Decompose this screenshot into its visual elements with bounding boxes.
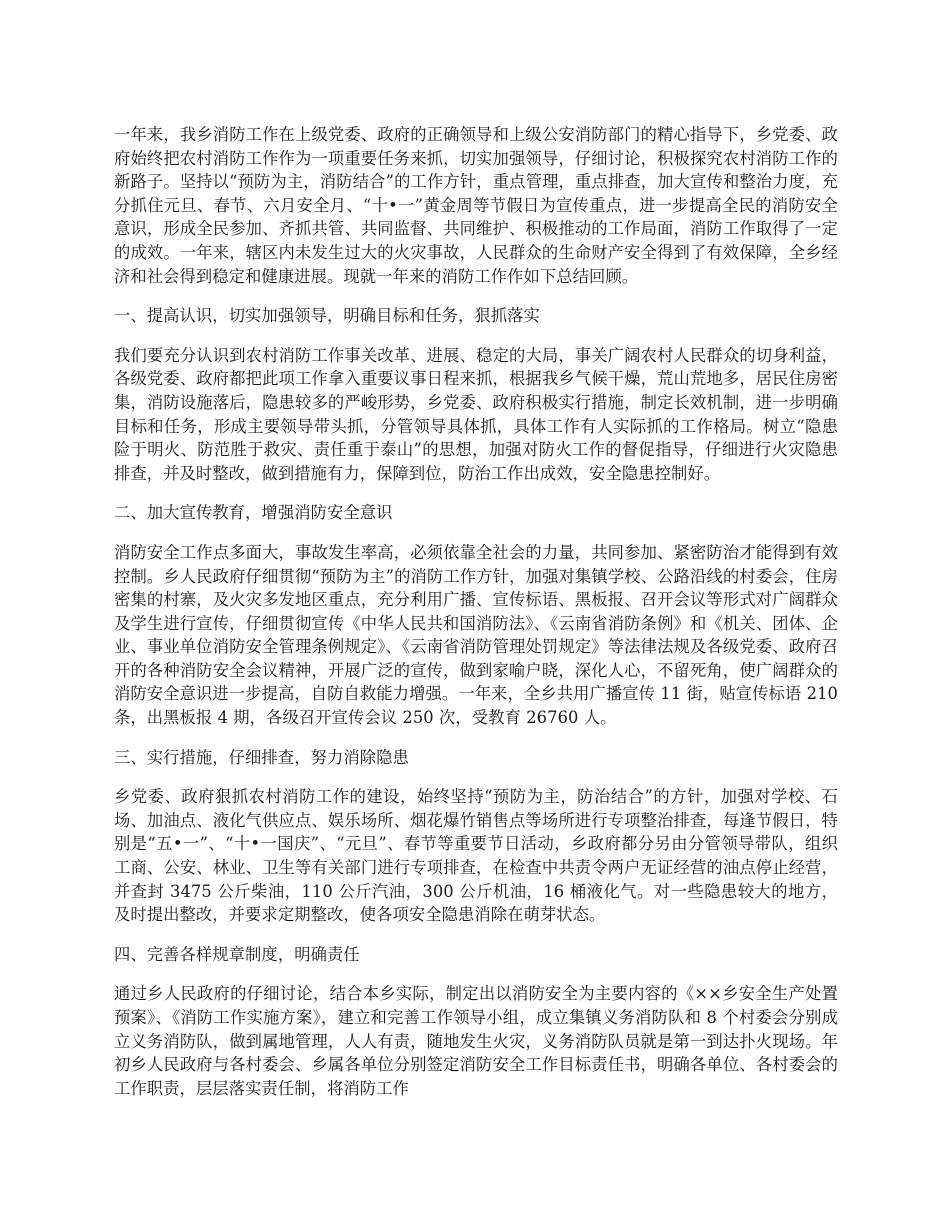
section-heading-3: 三、实行措施，仔细排查，努力消除隐患 — [114, 747, 409, 767]
spacer — [114, 966, 838, 982]
spacer — [114, 328, 838, 344]
section-body-4: 通过乡人民政府的仔细讨论，结合本乡实际，制定出以消防安全为主要内容的《××乡安全生产处置预案》、《消防工作实施方案》，建立和完善工作领导小组，成立集镇义务消防队和 8 个村委会分别成立义务消防队，做到属地管理，人人有责，随地发生火灾，义务消防队员就是第一到达扑火现场。年初乡人民政府与各村委会、乡属各单位分别签定消防安全工作目标责任书，明确各单位、各村委会的工作职责，层层落实责任制，将消防工作 — [114, 984, 838, 1098]
spacer — [114, 730, 838, 746]
spacer — [114, 288, 838, 304]
document-page — [114, 123, 838, 1100]
spacer — [114, 769, 838, 785]
intro-paragraph: 一年来，我乡消防工作在上级党委、政府的正确领导和上级公安消防部门的精心指导下，乡党委、政府始终把农村消防工作作为一项重要任务来抓，切实加强领导，仔细讨论，积极探究农村消防工作的新路子。坚持以“预防为主，消防结合”的工作方针，重点管理，重点排查，加大宣传和整治力度，充分抓住元旦、春节、六月安全月、“十•一”黄金周等节假日为宣传重点，进一步提高全民的消防安全意识，形成全民参加、齐抓共管、共同监督、共同维护、积极推动的工作局面，消防工作取得了一定的成效。一年来，辖区内未发生过大的火灾事故，人民群众的生命财产安全得到了有效保障，全乡经济和社会得到稳定和健康进展。现就一年来的消防工作作如下总结回顾。 — [114, 125, 838, 286]
spacer — [114, 485, 838, 501]
spacer — [114, 927, 838, 943]
section-body-2: 消防安全工作点多面大，事故发生率高，必须依靠全社会的力量，共同参加、紧密防治才能得到有效控制。乡人民政府仔细贯彻“预防为主”的消防工作方针，加强对集镇学校、公路沿线的村委会，住房密集的村寨，及火灾多发地区重点，充分利用广播、宣传标语、黑板报、召开会议等形式对广阔群众及学生进行宣传，仔细贯彻宣传《中华人民共和国消防法》、《云南省消防条例》和《机关、团体、企业、事业单位消防安全管理条例规定》、《云南省消防管理处罚规定》等法律法规及各级党委、政府召开的各种消防安全会议精神，开展广泛的宣传，做到家喻户晓，深化人心，不留死角，使广阔群众的消防安全意识进一步提高，自防自救能力增强。一年来，全乡共用广播宣传 11 街，贴宣传标语 210 条，出黑板报 4 期，各级召开宣传会议 250 次，受教育 26760 人。 — [114, 542, 838, 728]
section-heading-4: 四、完善各样规章制度，明确责任 — [114, 944, 360, 964]
section-heading-1: 一、提高认识，切实加强领导，明确目标和任务，狠抓落实 — [114, 306, 540, 326]
spacer — [114, 525, 838, 541]
section-heading-2: 二、加大宣传教育，增强消防安全意识 — [114, 503, 393, 523]
section-body-3: 乡党委、政府狠抓农村消防工作的建设，始终坚持“预防为主，防治结合”的方针，加强对学校、石场、加油点、液化气供应点、娱乐场所、烟花爆竹销售点等场所进行专项整治排查，每逢节假日，特别是“五•一”、“十•一国庆”、“元旦”、春节等重要节日活动，乡政府都分另由分管领导带队，组织工商、公安、林业、卫生等有关部门进行专项排查，在检查中共责令两户无证经营的油点停止经营，并查封 3475 公斤柴油，110 公斤汽油，300 公斤机油，16 桶液化气。对一些隐患较大的地方，及时提出整改，并要求定期整改，使各项安全隐患消除在萌芽状态。 — [114, 787, 838, 925]
section-body-1: 我们要充分认识到农村消防工作事关改革、进展、稳定的大局，事关广阔农村人民群众的切身利益，各级党委、政府都把此项工作拿入重要议事日程来抓，根据我乡气候干燥，荒山荒地多，居民住房密集，消防设施落后，隐患较多的严峻形势，乡党委、政府积极实行措施，制定长效机制，进一步明确目标和任务，形成主要领导带头抓，分管领导具体抓，具体工作有人实际抓的工作格局。树立“隐患险于明火、防范胜于救灾、责任重于泰山”的思想，加强对防火工作的督促指导，仔细进行火灾隐患排查，并及时整改，做到措施有力，保障到位，防治工作出成效，安全隐患控制好。 — [114, 345, 838, 483]
